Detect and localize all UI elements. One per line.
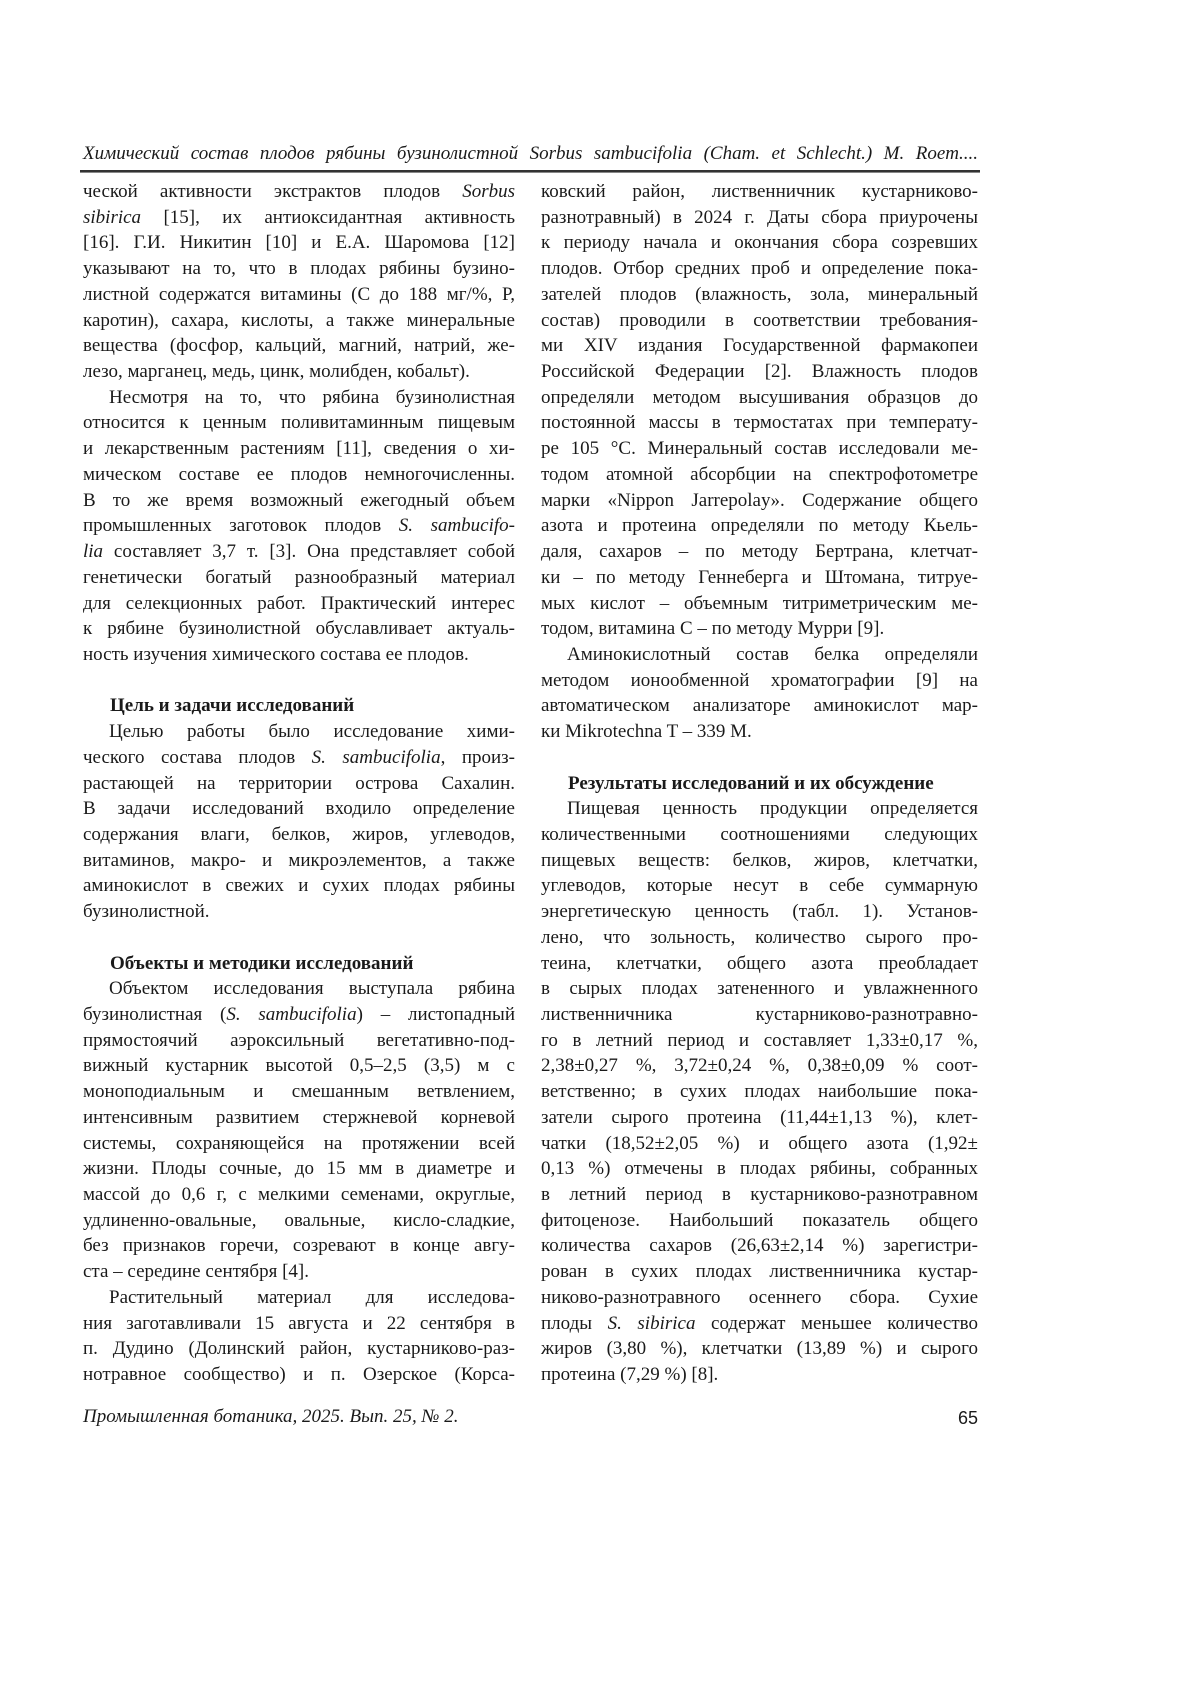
text-line <box>83 230 515 256</box>
text-line <box>541 205 978 231</box>
text-line <box>83 282 515 308</box>
text-line <box>83 822 515 848</box>
text-line <box>83 462 515 488</box>
text-segment: затели сырого протеина (11,44±1,13 %), клет- <box>541 1106 978 1128</box>
text-segment: ческого состава плодов <box>83 746 312 768</box>
text-line <box>541 822 978 848</box>
text-line <box>83 642 515 668</box>
paragraph <box>541 179 978 642</box>
text-segment: постоянной массы в термостатах при температу- <box>541 412 978 434</box>
text-segment: ния заготавливали 15 августа и 22 сентября в <box>83 1312 515 1334</box>
text-segment: удлиненно-овальные, овальные, кисло-сладкие, <box>83 1209 515 1231</box>
text-line <box>83 179 515 205</box>
text-segment: массой до 0,6 г, с мелкими семенами, округлые, <box>83 1184 515 1206</box>
text-line <box>541 488 978 514</box>
text-line <box>83 591 515 617</box>
text-segment: моноподиальным и смешанным ветвлением, <box>83 1081 515 1103</box>
text-segment: указывают на то, что в плодах рябины бузино- <box>83 258 515 280</box>
text-segment: витаминов, макро- и микроэлементов, а также <box>83 849 515 871</box>
text-segment: плоды <box>541 1312 608 1334</box>
text-segment: к периоду начала и окончания сбора созревших <box>541 232 978 254</box>
text-line <box>83 565 515 591</box>
text-segment: Несмотря на то, что рябина бузинолистная <box>109 386 515 408</box>
text-segment: [16]. Г.И. Никитин [10] и Е.А. Шаромова [12] <box>83 232 515 254</box>
text-segment: каротин), сахара, кислоты, а также минеральные <box>83 309 515 331</box>
text-segment: пищевых веществ: белков, жиров, клетчатки, <box>541 849 978 871</box>
text-segment: и лекарственным растениям [11], сведения о хи- <box>83 438 515 460</box>
text-line <box>83 1156 515 1182</box>
text-line <box>83 333 515 359</box>
text-line <box>83 1028 515 1054</box>
text-line <box>83 1079 515 1105</box>
text-segment: ческой активности экстрактов плодов <box>83 181 463 202</box>
text-segment: мых кислот – объемным титриметрическим ме- <box>541 592 978 614</box>
text-segment: [15], их антиоксидантная активность <box>141 206 515 228</box>
text-segment: ре 105 °С. Минеральный состав исследовали ме- <box>541 438 978 460</box>
paragraph <box>83 385 515 668</box>
text-segment: системы, сохраняющейся на протяжении всей <box>83 1132 515 1154</box>
italic-term: sibirica <box>83 206 142 228</box>
text-line <box>541 359 978 385</box>
text-line <box>541 668 978 694</box>
text-segment: лено, что зольность, количество сырого про- <box>541 926 978 948</box>
text-line <box>541 333 978 359</box>
text-line <box>541 462 978 488</box>
text-segment: азота и протеина определяли по методу Кьель- <box>541 515 978 537</box>
text-segment: в сырых плодах затененного и увлажненного <box>541 978 978 1000</box>
text-line <box>541 719 978 745</box>
text-line <box>541 848 978 874</box>
page-number: 65 <box>958 1408 979 1428</box>
text-line <box>541 308 978 334</box>
paragraph <box>541 642 978 745</box>
italic-term: S. sambucifo- <box>398 515 515 537</box>
text-segment: промышленных заготовок плодов <box>83 515 399 537</box>
paragraph <box>83 976 515 1285</box>
text-segment: Объектом исследования выступала рябина <box>109 978 515 1000</box>
text-line <box>541 1233 978 1259</box>
text-segment: лиственничника кустарниково-разнотравно- <box>541 1004 978 1025</box>
text-line <box>541 1336 978 1362</box>
text-line <box>541 591 978 617</box>
text-segment: Растительный материал для исследова- <box>109 1286 515 1308</box>
section-heading: Объекты и методики исследований <box>110 952 414 974</box>
text-segment: листной содержатся витамины (С до 188 мг/%, Р, <box>83 283 515 305</box>
header-rule <box>80 170 980 173</box>
text-line <box>83 256 515 282</box>
text-segment: , произ- <box>440 746 516 768</box>
text-line <box>83 513 515 539</box>
text-segment: без признаков горечи, созревают в конце авгу- <box>83 1235 515 1257</box>
text-line <box>83 873 515 899</box>
text-line <box>541 951 978 977</box>
text-segment: нотравное сообщество) и п. Озерское (Корса- <box>83 1364 515 1386</box>
text-segment: марки «Nippon Jarrepolay». Содержание общего <box>541 489 978 511</box>
text-segment: Аминокислотный состав белка определяли <box>567 643 978 665</box>
text-line <box>541 385 978 411</box>
text-segment: ковский район, лиственничник кустарниково- <box>541 181 978 202</box>
text-line <box>83 1336 515 1362</box>
text-segment: ветственно; в сухих плодах наибольшие пока- <box>541 1081 978 1103</box>
text-segment: ) – листопадный <box>356 1004 515 1025</box>
italic-term: S. sambucifolia <box>226 1004 357 1025</box>
text-segment: ми XIV издания Государственной фармакопеи <box>541 335 978 357</box>
text-line <box>541 616 978 642</box>
text-line <box>83 796 515 822</box>
text-segment: состав) проводили в соответствии требования- <box>541 309 978 331</box>
text-segment: плодов. Отбор средних проб и определение пока- <box>541 258 978 280</box>
text-segment: для селекционных работ. Практический интерес <box>83 592 515 614</box>
text-segment: содержания влаги, белков, жиров, углеводов, <box>83 823 515 845</box>
paragraph-spacer <box>541 745 978 771</box>
text-segment: прямостоячий аэроксильный вегетативно-под- <box>83 1029 515 1051</box>
text-line <box>541 256 978 282</box>
text-line <box>541 1079 978 1105</box>
text-line <box>541 693 978 719</box>
text-line <box>83 1002 515 1028</box>
text-segment: вещества (фосфор, кальций, магний, натрий, же- <box>83 335 515 357</box>
text-line <box>541 282 978 308</box>
text-segment: ки – по методу Геннеберга и Штомана, титруе- <box>541 566 978 588</box>
text-line <box>541 410 978 436</box>
paragraph-spacer <box>83 925 515 951</box>
text-segment: Пищевая ценность продукции определяется <box>567 798 978 820</box>
text-segment: даля, сахаров – по методу Бертрана, клетчат- <box>541 541 978 563</box>
text-segment: ки Mikrotechna T – 339 M. <box>541 721 752 743</box>
text-line <box>83 745 515 771</box>
text-segment: жизни. Плоды сочные, до 15 мм в диаметре и <box>83 1158 515 1180</box>
text-line <box>83 436 515 462</box>
text-segment: В задачи исследований входило определение <box>83 798 515 820</box>
text-segment: автоматическом анализаторе аминокислот мар- <box>541 695 978 717</box>
text-segment: бузинолистная ( <box>83 1004 227 1025</box>
text-segment: Целью работы было исследование хими- <box>109 721 515 743</box>
text-line <box>83 488 515 514</box>
text-line <box>541 899 978 925</box>
text-line <box>83 1362 515 1388</box>
italic-term: lia <box>83 541 104 563</box>
right-column <box>541 179 978 1388</box>
text-segment: рован в сухих плодах лиственничника кустар- <box>541 1261 978 1283</box>
text-line <box>541 1259 978 1285</box>
text-segment: генетически богатый разнообразный материал <box>83 566 515 588</box>
text-segment: составляет 3,7 т. [3]. Она представляет собой <box>103 541 515 563</box>
text-segment: протеина (7,29 %) [8]. <box>541 1364 719 1386</box>
text-line <box>541 976 978 1002</box>
text-line <box>83 205 515 231</box>
text-line <box>541 925 978 951</box>
section-heading: Результаты исследований и их обсуждение <box>568 772 934 794</box>
text-segment: п. Дудино (Долинский район, кустарниково-раз- <box>83 1338 515 1360</box>
text-segment: тодом, витамина С – по методу Мурри [9]. <box>541 618 885 640</box>
text-segment: ность изучения химического состава ее плодов. <box>83 643 469 665</box>
paragraph <box>83 179 515 385</box>
text-line <box>541 513 978 539</box>
italic-term: S. sibirica <box>607 1312 696 1334</box>
text-line <box>83 1131 515 1157</box>
text-line <box>541 1028 978 1054</box>
text-segment: В то же время возможный ежегодный объем <box>83 489 515 511</box>
text-line <box>83 616 515 642</box>
text-segment: методом ионообменной хроматографии [9] на <box>541 669 978 691</box>
text-line <box>83 359 515 385</box>
text-line <box>541 1285 978 1311</box>
text-line <box>83 1208 515 1234</box>
text-line <box>541 1182 978 1208</box>
text-line <box>541 230 978 256</box>
running-title: Химический состав плодов рябины бузинолистной Sorbus sambucifolia (Cham. et Schlecht.) M. Roem.... <box>83 143 978 164</box>
text-segment: чатки (18,52±2,05 %) и общего азота (1,92± <box>541 1132 978 1154</box>
text-line <box>541 565 978 591</box>
text-line <box>83 539 515 565</box>
italic-term: S. sambucifolia <box>311 746 441 768</box>
text-segment: зателей плодов (влажность, зола, минеральный <box>541 283 978 305</box>
left-column <box>83 179 515 1388</box>
text-line <box>541 1002 978 1028</box>
text-segment: к рябине бузинолистной обуславливает актуаль- <box>83 618 515 640</box>
text-line <box>541 1053 978 1079</box>
text-segment: интенсивным развитием стержневой корневой <box>83 1106 515 1128</box>
text-line <box>541 1156 978 1182</box>
text-segment: мическом составе ее плодов немногочисленны. <box>83 463 515 485</box>
paragraph <box>83 719 515 925</box>
text-segment: 2,38±0,27 %, 3,72±0,24 %, 0,38±0,09 % соот- <box>541 1055 978 1077</box>
text-segment: фитоценозе. Наибольший показатель общего <box>541 1209 978 1231</box>
text-segment: 0,13 %) отмечены в плодах рябины, собранных <box>541 1158 978 1180</box>
text-segment: тодом атомной абсорбции на спектрофотометре <box>541 463 978 485</box>
text-line <box>83 410 515 436</box>
text-segment: бузинолистной. <box>83 901 210 923</box>
text-line <box>83 848 515 874</box>
text-line <box>83 1233 515 1259</box>
text-line <box>83 1105 515 1131</box>
text-segment: лезо, марганец, медь, цинк, молибден, кобальт). <box>83 361 470 383</box>
text-segment: ста – середине сентября [4]. <box>83 1261 309 1283</box>
text-segment: теина, клетчатки, общего азота преобладает <box>541 952 978 974</box>
text-line <box>541 1362 978 1388</box>
text-line <box>83 385 515 411</box>
text-line <box>83 308 515 334</box>
paragraph <box>541 796 978 1388</box>
text-segment: определяли методом высушивания образцов до <box>541 386 978 408</box>
text-segment: углеводов, которые несут в себе суммарную <box>541 875 978 897</box>
text-segment: разнотравный) в 2024 г. Даты сбора приурочены <box>541 206 978 228</box>
text-line <box>541 1208 978 1234</box>
text-line <box>541 1131 978 1157</box>
text-segment: количества сахаров (26,63±2,14 %) зарегистри- <box>541 1235 978 1257</box>
text-segment: Российской Федерации [2]. Влажность плодов <box>541 361 978 383</box>
text-line <box>541 1105 978 1131</box>
text-line <box>83 899 515 925</box>
text-line <box>541 179 978 205</box>
text-line <box>541 1311 978 1337</box>
section-heading: Цель и задачи исследований <box>110 695 355 717</box>
text-line <box>83 771 515 797</box>
text-segment: относится к ценным поливитаминным пищевым <box>83 412 515 434</box>
paragraph-spacer <box>83 668 515 694</box>
text-line <box>83 1311 515 1337</box>
text-line <box>541 539 978 565</box>
text-line <box>541 436 978 462</box>
text-line <box>541 796 978 822</box>
text-segment: аминокислот в свежих и сухих плодах рябины <box>83 875 515 897</box>
text-line <box>83 1053 515 1079</box>
text-line <box>541 642 978 668</box>
text-line <box>541 873 978 899</box>
text-segment: содержат меньшее количество <box>695 1312 978 1334</box>
text-segment: количественными соотношениями следующих <box>541 823 978 845</box>
text-line <box>83 719 515 745</box>
journal-citation: Промышленная ботаника, 2025. Вып. 25, № 2. <box>83 1406 459 1427</box>
text-line <box>83 976 515 1002</box>
text-line <box>83 1259 515 1285</box>
text-segment: жиров (3,80 %), клетчатки (13,89 %) и сырого <box>541 1338 978 1360</box>
text-segment: энергетическую ценность (табл. 1). Установ- <box>541 901 978 923</box>
text-line <box>83 1285 515 1311</box>
text-segment: растающей на территории острова Сахалин. <box>83 772 515 794</box>
text-segment: никово-разнотравного осеннего сбора. Сухие <box>541 1286 978 1308</box>
text-segment: го в летний период и составляет 1,33±0,17 %, <box>541 1029 978 1051</box>
text-segment: вижный кустарник высотой 0,5–2,5 (3,5) м с <box>83 1055 515 1077</box>
text-segment: в летний период в кустарниково-разнотравном <box>541 1184 978 1206</box>
italic-term: Sorbus <box>462 181 515 202</box>
text-line <box>83 1182 515 1208</box>
paragraph <box>83 1285 515 1388</box>
